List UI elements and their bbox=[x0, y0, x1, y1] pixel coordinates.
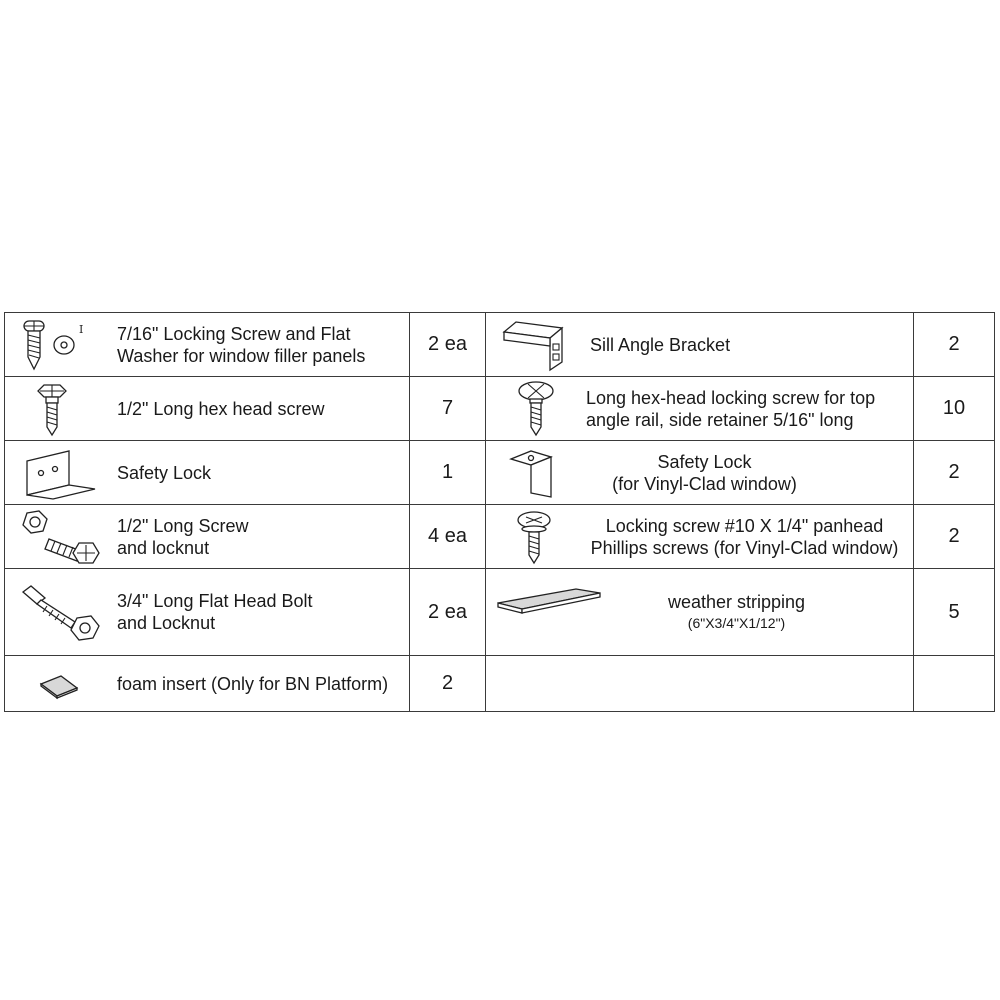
part-cell bbox=[5, 656, 410, 712]
part-cell bbox=[5, 377, 410, 441]
marker-glyph: I bbox=[79, 322, 84, 336]
table-row bbox=[5, 377, 995, 441]
part-quantity: 2 bbox=[914, 505, 995, 569]
part-description: 1/2" Long Screw and locknut bbox=[117, 515, 249, 558]
flat-head-bolt-and-locknut-icon bbox=[5, 582, 117, 642]
vinyl-safety-lock-icon bbox=[486, 445, 586, 501]
part-description: Locking screw #10 X 1/4" panhead Phillips screws (for Vinyl-Clad window) bbox=[590, 515, 899, 558]
part-quantity: 2 ea bbox=[410, 313, 486, 377]
parts-table bbox=[4, 312, 995, 712]
part-cell bbox=[486, 441, 914, 505]
part-description: Safety Lock (for Vinyl-Clad window) bbox=[612, 451, 797, 494]
hex-head-locking-screw-icon bbox=[486, 379, 586, 439]
part-quantity: 2 ea bbox=[410, 569, 486, 656]
table-row bbox=[5, 569, 995, 656]
part-cell bbox=[486, 569, 914, 656]
locking-screw-and-washer-icon bbox=[5, 317, 117, 373]
part-description: weather stripping bbox=[667, 592, 806, 612]
part-description: Safety Lock bbox=[117, 462, 212, 483]
part-description: 3/4" Long Flat Head Bolt and Locknut bbox=[117, 591, 313, 633]
part-quantity: 10 bbox=[914, 377, 995, 441]
foam-insert-icon bbox=[5, 666, 117, 702]
weather-stripping-icon bbox=[494, 583, 604, 619]
table-row bbox=[5, 505, 995, 569]
part-description: Sill Angle Bracket bbox=[590, 334, 731, 355]
part-quantity: 1 bbox=[410, 441, 486, 505]
part-dimensions: (6"X3/4"X1/12") bbox=[687, 615, 786, 631]
part-cell bbox=[486, 377, 914, 441]
empty-cell bbox=[486, 656, 914, 712]
part-description: 7/16" Locking Screw and Flat Washer for window filler panels bbox=[117, 323, 366, 366]
panhead-screw-icon bbox=[486, 507, 582, 567]
part-description: 1/2" Long hex head screw bbox=[117, 398, 325, 419]
part-cell bbox=[486, 313, 914, 377]
hex-head-screw-icon bbox=[5, 379, 117, 439]
part-quantity: 2 bbox=[410, 656, 486, 712]
safety-lock-icon bbox=[5, 445, 117, 501]
part-quantity: 2 bbox=[914, 441, 995, 505]
part-description: Long hex-head locking screw for top angle rail, side retainer 5/16" long bbox=[586, 387, 876, 430]
part-quantity: 4 ea bbox=[410, 505, 486, 569]
table-row bbox=[5, 313, 995, 377]
part-quantity: 5 bbox=[914, 569, 995, 656]
part-cell bbox=[5, 441, 410, 505]
part-description: foam insert (Only for BN Platform) bbox=[117, 673, 389, 694]
part-cell bbox=[5, 569, 410, 656]
table-row bbox=[5, 656, 995, 712]
part-cell bbox=[5, 313, 410, 377]
part-quantity: 7 bbox=[410, 377, 486, 441]
empty-cell bbox=[914, 656, 995, 712]
part-quantity: 2 bbox=[914, 313, 995, 377]
screw-and-locknut-icon bbox=[5, 507, 117, 567]
part-cell bbox=[5, 505, 410, 569]
table-row bbox=[5, 441, 995, 505]
sill-angle-bracket-icon bbox=[486, 318, 590, 372]
part-cell bbox=[486, 505, 914, 569]
